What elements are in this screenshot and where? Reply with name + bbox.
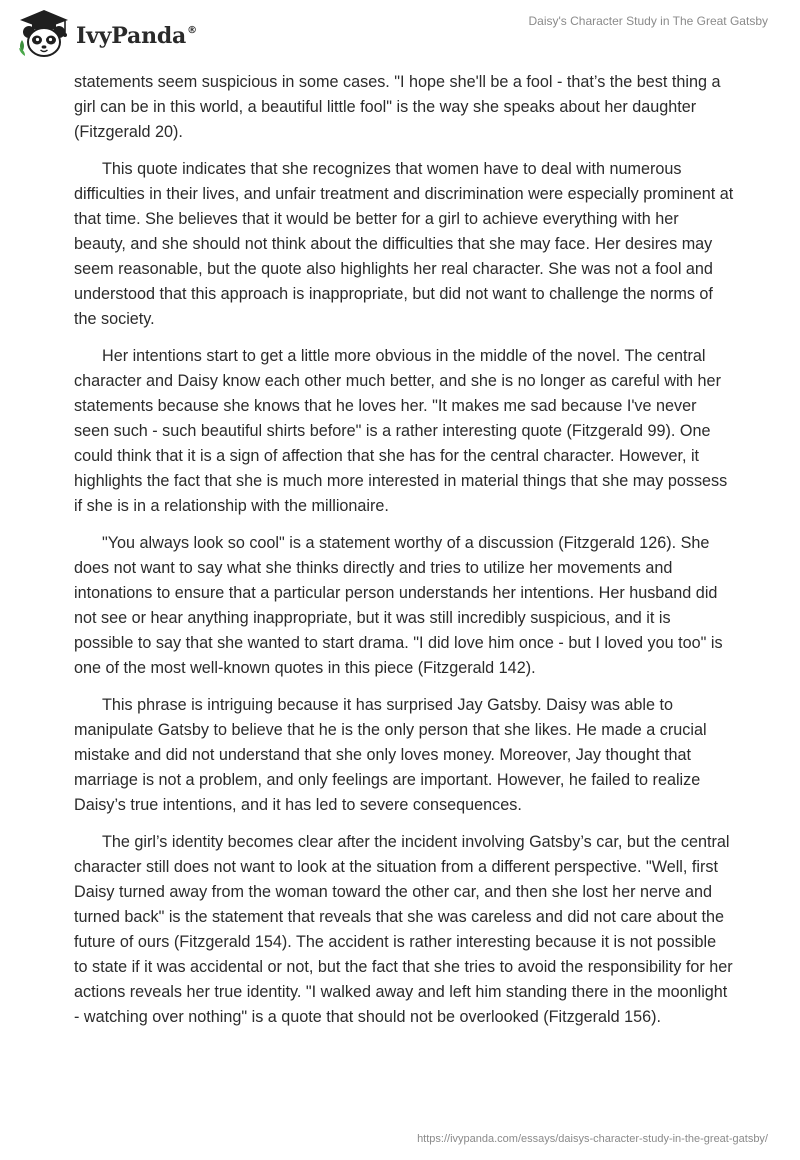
brand-name: IvyPanda® (76, 23, 197, 49)
paragraph: "You always look so cool" is a statement worthy of a discussion (Fitzgerald 126). She does not want to say what she thinks directly and tries to utilize her movements and intonations to ensure that a particular person understands her intentions. Her husband did not see or hear anything inappropriate, but it was still incredibly suspicious, and it is possible to say that she wanted to start drama. "I did love him once - but I loved you too" is one of the most well-known quotes in this piece (Fitzgerald 142). (74, 534, 723, 677)
paragraph: This quote indicates that she recognizes that women have to deal with numerous difficulties in their lives, and unfair treatment and discrimination were especially prominent at that time. She believes that it would be better for a girl to achieve everything with her beauty, and she should not think about the difficulties that she may face. Her desires may seem reasonable, but the quote also highlights her real character. She was not a fool and understood that this approach is inappropriate, but did not want to challenge the norms of the society. (74, 160, 734, 328)
panda-graduate-icon (16, 8, 72, 60)
paragraph: Her intentions start to get a little more obvious in the middle of the novel. The central character and Daisy know each other much better, and she is no longer as careful with her statements because she knows that he loves her. "It makes me sad because I've never seen such - such beautiful shirts before" is a rather interesting quote (Fitzgerald 99). One could think that it is a sign of affection that she has for the central character. However, it highlights the fact that she is much more interested in material things that she may possess if she is in a relationship with the millionaire. (74, 347, 728, 515)
paragraph: This phrase is intriguing because it has surprised Jay Gatsby. Daisy was able to manipulate Gatsby to believe that he is the only person that she likes. He made a crucial mistake and did not understand that she only loves money. Moreover, Jay thought that marriage is not a problem, and only feelings are important. However, he failed to realize Daisy’s true intentions, and it has led to severe consequences. (74, 696, 707, 814)
document-title: Daisy's Character Study in The Great Gatsby (528, 14, 768, 28)
paragraph-continued: statements seem suspicious in some cases. "I hope she'll be a fool - that’s the best thing a girl can be in this world, a beautiful little fool" is the way she speaks about her daughter (Fitzgerald 20). (74, 73, 721, 141)
ivypanda-logo[interactable] (16, 8, 197, 60)
registered-mark: ® (187, 25, 197, 36)
source-url-link[interactable]: https://ivypanda.com/essays/daisys-character-study-in-the-great-gatsby/ (417, 1133, 768, 1145)
paragraph: The girl’s identity becomes clear after the incident involving Gatsby’s car, but the central character still does not want to look at the situation from a different perspective. "Well, first Daisy turned away from the woman toward the other car, and then she lost her nerve and turned back" is the statement that reveals that she was careless and did not care about the future of ours (Fitzgerald 154). The accident is rather interesting because it is not possible to state if it was accidental or not, but the fact that she tries to avoid the responsibility for her actions reveals her true identity. "I walked away and left him standing there in the moonlight - watching over nothing" is a quote that should not be overlooked (Fitzgerald 156). (74, 833, 733, 1026)
essay-body (74, 70, 734, 1042)
page-header (0, 0, 800, 70)
